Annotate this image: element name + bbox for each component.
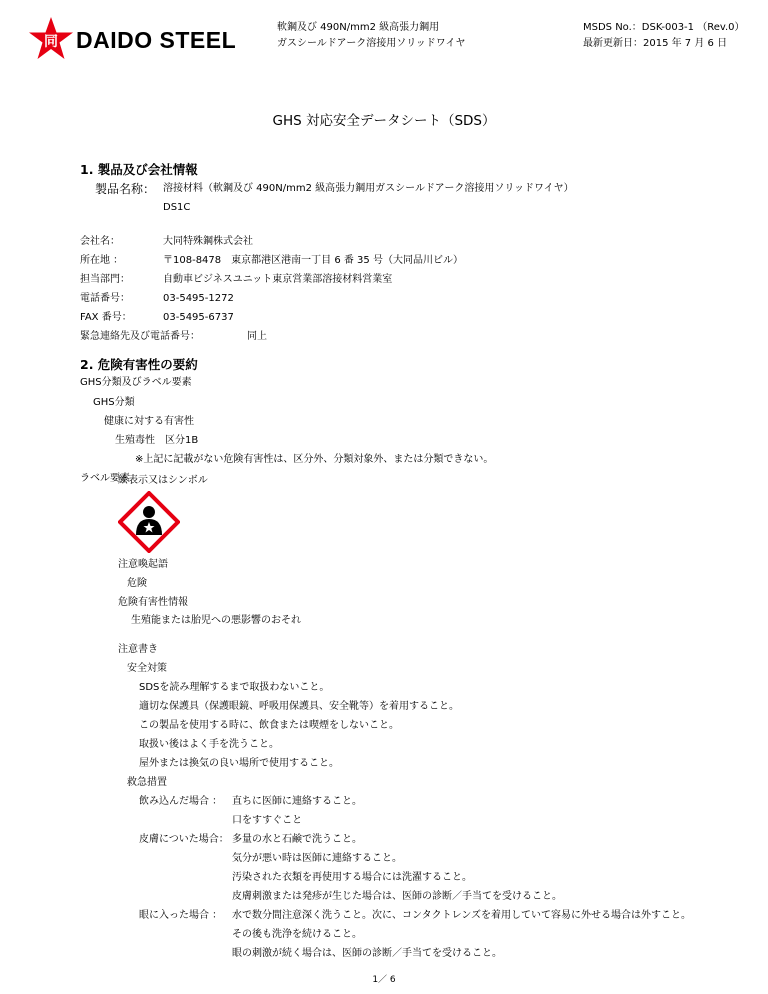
- health-hazard-icon: [118, 491, 180, 553]
- product-name-label: 製品名称：: [95, 182, 156, 196]
- safety-item: 取扱い後はよく手を洗うこと。: [139, 739, 279, 750]
- product-code: DS1C: [163, 202, 191, 213]
- address-value: 〒108-8478 東京都港区港南一丁目 6 番 35 号（大同品川ビル）: [163, 255, 463, 266]
- label-elements-heading: ラベル要素: [80, 473, 130, 484]
- document-title: GHS 対応安全データシート（SDS）: [272, 113, 496, 129]
- hazard-info: 生殖能または胎児への悪影響のおそれ: [131, 615, 301, 626]
- updated-date: 最新更新日：2015 年 7 月 6 日: [583, 38, 728, 49]
- eye-label: 眼に入った場合 ：: [139, 910, 223, 921]
- skin-label: 皮膚についた場合：: [139, 834, 229, 845]
- skin-item: 汚染された衣類を再使用する場合には洗濯すること。: [232, 872, 472, 883]
- phone-value: 03-5495-1272: [163, 293, 234, 304]
- department-label: 担当部門：: [80, 274, 130, 285]
- logo-star-icon: [28, 16, 74, 60]
- signal-word-label: 注意喚起語: [118, 559, 168, 570]
- msds-number: MSDS No.：DSK-003-1 （Rev.0）: [583, 22, 745, 33]
- pictogram-label: 絵表示又はシンボル: [118, 475, 208, 486]
- page-number: 1／ 6: [372, 975, 396, 985]
- header-product-line1: 軟鋼及び 490N/mm2 級高張力鋼用: [277, 22, 440, 33]
- eye-item: 眼の刺激が続く場合は、医師の診断／手当てを受けること。: [232, 948, 502, 959]
- emergency-label: 緊急連絡先及び電話番号：: [80, 331, 200, 342]
- ghs-classification: GHS分類: [93, 397, 135, 408]
- address-label: 所在地 ：: [80, 255, 124, 266]
- health-hazard-heading: 健康に対する有害性: [104, 416, 194, 427]
- section2-heading: 2. 危険有害性の要約: [80, 357, 198, 372]
- skin-item: 皮膚刺激または発疹が生じた場合は、医師の診断／手当てを受けること。: [232, 891, 562, 902]
- section1-heading: 1. 製品及び会社情報: [80, 162, 198, 177]
- hazard-info-label: 危険有害性情報: [118, 597, 188, 608]
- skin-item: 多量の水と石鹸で洗うこと。: [232, 834, 362, 845]
- safety-item: 屋外または換気の良い場所で使用すること。: [139, 758, 339, 769]
- emergency-value: 同上: [247, 331, 267, 342]
- header-product-line2: ガスシールドアーク溶接用ソリッドワイヤ: [277, 38, 466, 49]
- reproductive-toxicity: 生殖毒性 区分1B: [115, 435, 199, 446]
- signal-word: 危険: [127, 578, 147, 589]
- safety-label: 安全対策: [127, 663, 167, 674]
- eye-item: その後も洗浄を続けること。: [232, 929, 362, 940]
- swallowed-item: 直ちに医師に連絡すること。: [232, 796, 362, 807]
- phone-label: 電話番号：: [80, 293, 130, 304]
- eye-item: 水で数分間注意深く洗うこと。次に、コンタクトレンズを着用していて容易に外せる場合は外すこと。: [232, 910, 692, 921]
- logo-text: DAIDO STEEL: [76, 27, 237, 53]
- swallowed-label: 飲み込んだ場合 ：: [139, 796, 223, 807]
- ghs-label-elements: GHS分類及びラベル要素: [80, 377, 192, 388]
- company-label: 会社名：: [80, 236, 120, 247]
- first-aid-label: 救急措置: [127, 777, 167, 788]
- department-value: 自動車ビジネスユニット東京営業部溶接材料営業室: [163, 274, 393, 285]
- safety-item: 適切な保護具（保護眼鏡、呼吸用保護具、安全靴等）を着用すること。: [139, 701, 459, 712]
- classification-note: ※上記に記載がない危険有害性は、区分外、分類対象外、または分類できない。: [135, 454, 494, 465]
- precaution-label: 注意書き: [118, 644, 158, 655]
- fax-value: 03-5495-6737: [163, 312, 234, 323]
- skin-item: 気分が悪い時は医師に連絡すること。: [232, 853, 402, 864]
- company-value: 大同特殊鋼株式会社: [163, 236, 253, 247]
- fax-label: FAX 番号：: [80, 312, 132, 323]
- safety-item: この製品を使用する時に、飲食または喫煙をしないこと。: [139, 720, 399, 731]
- product-name: 溶接材料（軟鋼及び 490N/mm2 級高張力鋼用ガスシールドアーク溶接用ソリッドワイヤ）: [163, 183, 574, 194]
- svg-text:同: 同: [44, 34, 58, 50]
- safety-item: SDSを読み理解するまで取扱わないこと。: [139, 682, 330, 693]
- swallowed-item: 口をすすぐこと: [232, 815, 303, 826]
